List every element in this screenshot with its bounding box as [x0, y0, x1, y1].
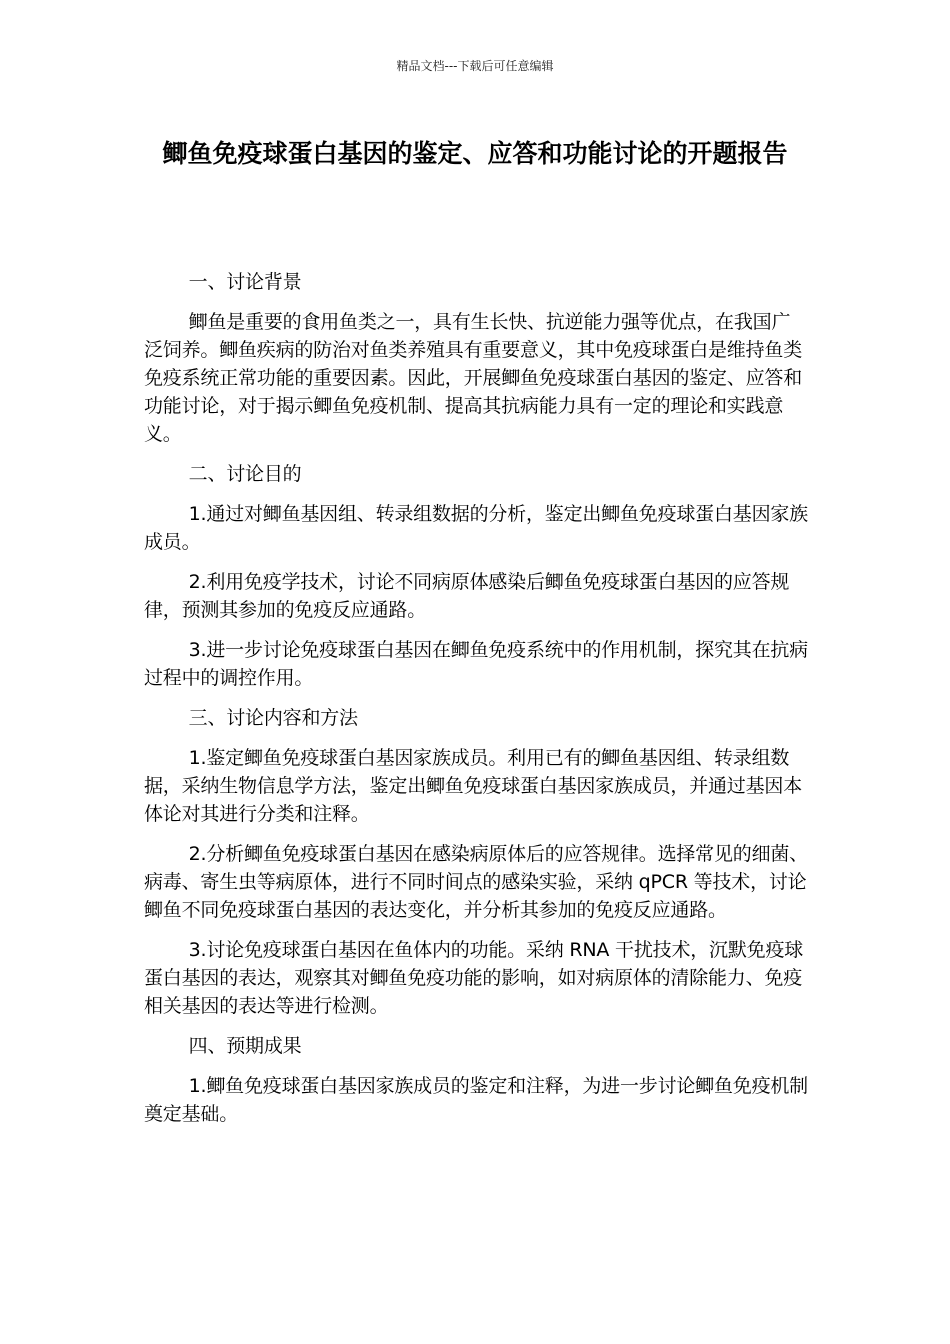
section-heading-purpose: 二、讨论目的: [188, 463, 302, 485]
paragraph-purpose-3: 3.进一步讨论免疫球蛋白基因在鲫鱼免疫系统中的作用机制，探究其在抗病过程中的调控作用。: [144, 639, 808, 689]
section-heading-content-methods: 三、讨论内容和方法: [188, 707, 358, 729]
section-heading-expected-results: 四、预期成果: [188, 1035, 302, 1057]
header-note: 精品文档---下载后可任意编辑: [396, 59, 554, 73]
paragraph-purpose-1: 1.通过对鲫鱼基因组、转录组数据的分析，鉴定出鲫鱼免疫球蛋白基因家族成员。: [144, 503, 808, 553]
document-body: [144, 268, 808, 1140]
paragraph-method-1: 1.鉴定鲫鱼免疫球蛋白基因家族成员。利用已有的鲫鱼基因组、转录组数据，采纳生物信息学方法，鉴定出鲫鱼免疫球蛋白基因家族成员，并通过基因本体论对其进行分类和注释。: [144, 747, 803, 825]
section-heading-background: 一、讨论背景: [188, 271, 302, 293]
paragraph-method-3: 3.讨论免疫球蛋白基因在鱼体内的功能。采纳 RNA 干扰技术，沉默免疫球蛋白基因的表达，观察其对鲫鱼免疫功能的影响，如对病原体的清除能力、免疫相关基因的表达等进行检测。: [144, 939, 804, 1017]
document-title: 鲫鱼免疫球蛋白基因的鉴定、应答和功能讨论的开题报告: [162, 139, 788, 168]
paragraph-method-2: 2.分析鲫鱼免疫球蛋白基因在感染病原体后的应答规律。选择常见的细菌、病毒、寄生虫等病原体，进行不同时间点的感染实验，采纳 qPCR 等技术，讨论鲫鱼不同免疫球蛋白基因的表达变化，并分析其参加的免疫反应通路。: [144, 843, 808, 921]
paragraph-background: 鲫鱼是重要的食用鱼类之一，具有生长快、抗逆能力强等优点，在我国广泛饲养。鲫鱼疾病的防治对鱼类养殖具有重要意义，其中免疫球蛋白是维持鱼类免疫系统正常功能的重要因素。因此，开展鲫鱼免疫球蛋白基因的鉴定、应答和功能讨论，对于揭示鲫鱼免疫机制、提高其抗病能力具有一定的理论和实践意义。: [144, 311, 803, 445]
paragraph-purpose-2: 2.利用免疫学技术，讨论不同病原体感染后鲫鱼免疫球蛋白基因的应答规律，预测其参加的免疫反应通路。: [144, 571, 790, 621]
paragraph-result-1: 1.鲫鱼免疫球蛋白基因家族成员的鉴定和注释，为进一步讨论鲫鱼免疫机制奠定基础。: [144, 1075, 808, 1125]
